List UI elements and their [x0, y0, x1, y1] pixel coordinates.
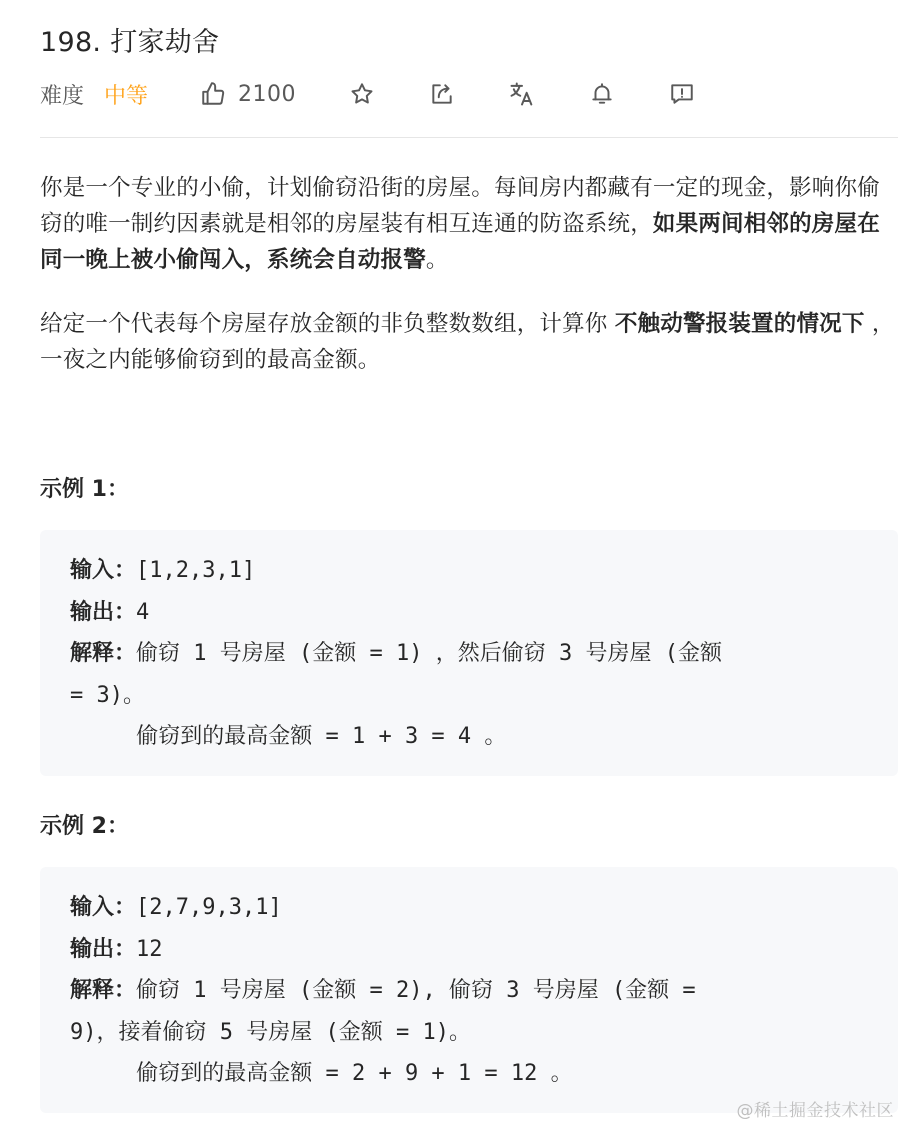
input-value: [1,2,3,1] — [136, 558, 256, 583]
favorite-button[interactable] — [346, 78, 378, 110]
explain-text: 偷窃 1 号房屋 (金额 = 1) ，然后偷窃 3 号房屋 (金额 — [136, 641, 722, 666]
share-button[interactable] — [426, 78, 458, 110]
share-icon — [429, 81, 455, 107]
description-text: 给定一个代表每个房屋存放金额的非负整数数组，计算你 — [40, 311, 615, 337]
header-divider — [40, 137, 898, 138]
thumbs-up-icon — [200, 81, 226, 107]
explain-label: 解释： — [70, 641, 137, 666]
output-value: 4 — [136, 599, 150, 625]
output-value: 12 — [136, 936, 163, 962]
example-explain-row: = 3)。 — [70, 682, 145, 708]
example-explain-row: 偷窃到的最高金额 = 1 + 3 = 4 。 — [70, 724, 507, 749]
example-output-row — [70, 592, 868, 634]
feedback-button[interactable] — [666, 78, 698, 110]
example-1-block — [40, 530, 898, 776]
description-text: 。 — [425, 247, 449, 273]
example-explain-row — [70, 970, 868, 1012]
like-count: 2100 — [238, 81, 297, 107]
explain-label: 解释： — [70, 978, 137, 1003]
translate-button[interactable] — [506, 78, 538, 110]
example-explain-row — [70, 633, 868, 675]
problem-meta-bar — [40, 74, 900, 114]
watermark: @稀土掘金技术社区 — [736, 1101, 894, 1121]
input-value: [2,7,9,3,1] — [136, 895, 282, 920]
example-output-row — [70, 929, 868, 971]
example-explain-row: 9)，接着偷窃 5 号房屋 (金额 = 1)。 — [70, 1019, 471, 1045]
problem-title: 198. 打家劫舍 — [40, 27, 220, 58]
example-explain-row: 偷窃到的最高金额 = 2 + 9 + 1 = 12 。 — [70, 1061, 573, 1086]
description-text: ，一夜之内能够偷窃到的最高金额。 — [40, 311, 895, 373]
explain-text: 偷窃 1 号房屋 (金额 = 2), 偷窃 3 号房屋 (金额 = — [136, 978, 696, 1003]
translate-icon — [508, 80, 536, 108]
example-1-title: 示例 1： — [40, 477, 129, 502]
description-emphasis: 不触动警报装置的情况下 — [614, 311, 865, 337]
example-input-row — [70, 887, 868, 929]
output-label: 输出： — [70, 599, 137, 625]
feedback-icon — [669, 81, 695, 107]
output-label: 输出： — [70, 936, 137, 962]
star-icon — [349, 81, 375, 107]
example-2-block — [40, 867, 898, 1113]
description-emphasis: 如果两间相邻的房屋在同一晚上被小偷闯入，系统会自动报警 — [40, 211, 880, 273]
description-paragraph-2 — [40, 306, 900, 378]
description-paragraph-1 — [40, 170, 900, 278]
example-2-title: 示例 2： — [40, 814, 129, 839]
example-input-row — [70, 550, 868, 592]
input-label: 输入： — [70, 895, 137, 920]
bell-icon — [589, 81, 615, 107]
input-label: 输入： — [70, 558, 137, 583]
difficulty-badge: 中等 — [104, 83, 149, 109]
difficulty-label: 难度 — [40, 83, 85, 109]
like-button[interactable] — [200, 81, 296, 107]
subscribe-button[interactable] — [586, 78, 618, 110]
description-text: 你是一个专业的小偷，计划偷窃沿街的房屋。每间房内都藏有一定的现金，影响你偷窃的唯一制约因素就是相邻的房屋装有相互连通的防盗系统， — [40, 175, 880, 237]
